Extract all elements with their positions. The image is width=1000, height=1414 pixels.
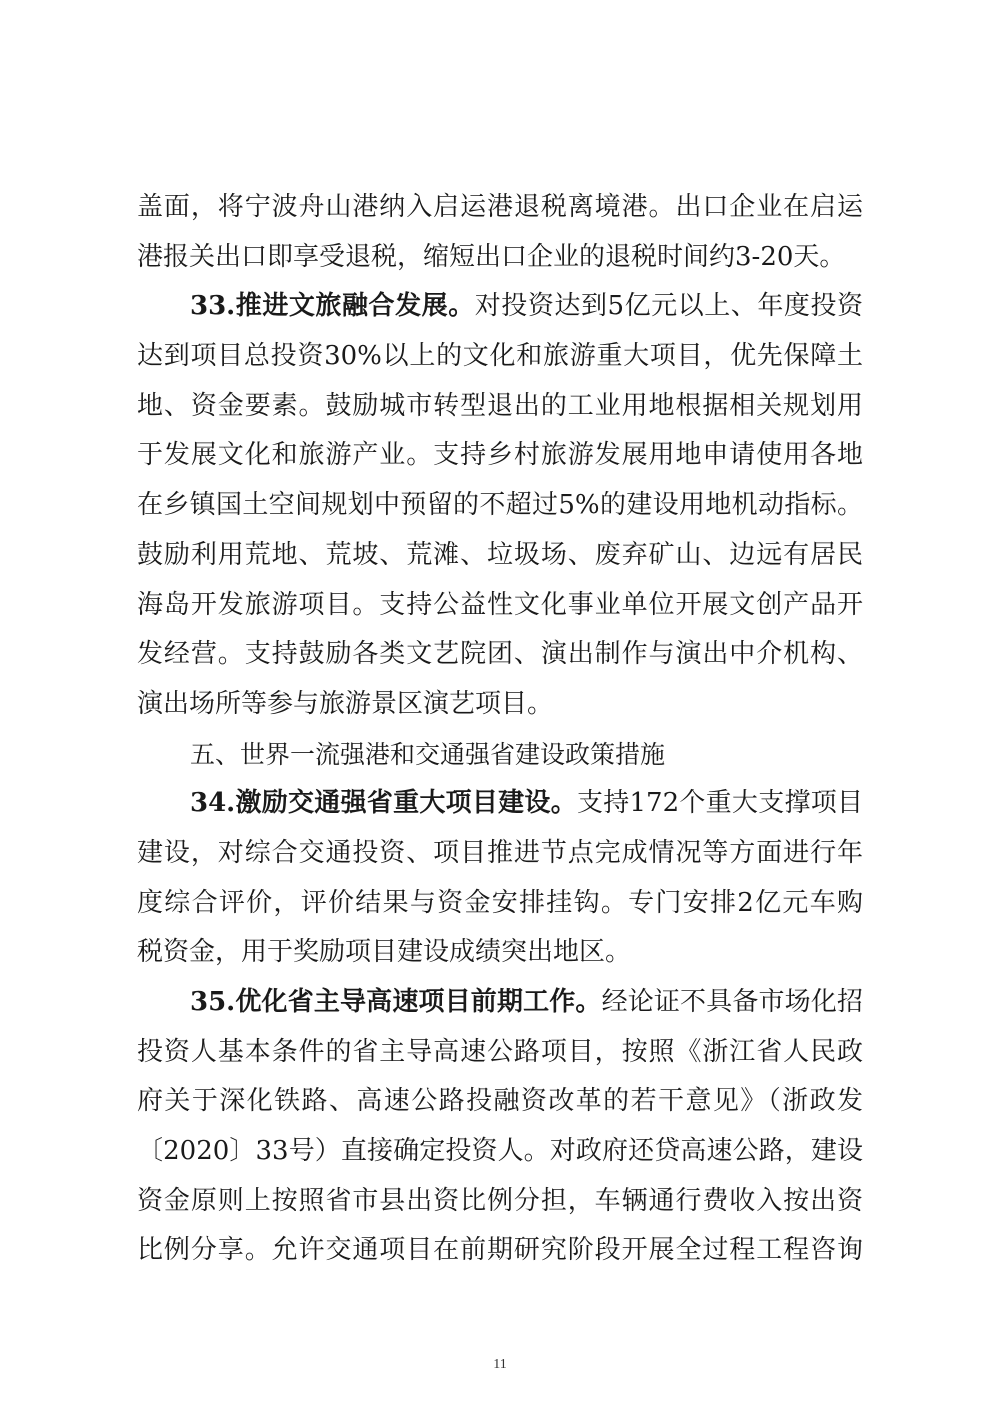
item-34-title: 34.激励交通强省重大项目建设。 [190, 788, 577, 819]
body-text [137, 183, 863, 1276]
item-35-line [137, 978, 863, 1028]
text-line: 府关于深化铁路、高速公路投融资改革的若干意见》（浙政发 [137, 1086, 863, 1117]
item-34-line [137, 779, 863, 829]
text-line: 港报关出口即享受退税，缩短出口企业的退税时间约3-20天。 [137, 241, 846, 272]
item-33-title: 33.推进文旅融合发展。 [190, 291, 475, 322]
text-line: 达到项目总投资30%以上的文化和旅游重大项目，优先保障土 [137, 341, 863, 372]
text-line: 度综合评价，评价结果与资金安排挂钩。专门安排2亿元车购 [137, 887, 863, 918]
text-line: 演出场所等参与旅游景区演艺项目。 [137, 688, 554, 719]
text-line: 在乡镇国土空间规划中预留的不超过5%的建设用地机动指标。 [137, 490, 863, 521]
text-line: 地、资金要素。鼓励城市转型退出的工业用地根据相关规划用 [137, 390, 863, 421]
item-35-title: 35.优化省主导高速项目前期工作。 [190, 987, 602, 1017]
text-line: 资金原则上按照省市县出资比例分担，车辆通行费收入按出资 [137, 1185, 863, 1216]
item-33-text: 对投资达到5亿元以上、年度投资 [474, 291, 864, 322]
text-line: 海岛开发旅游项目。支持公益性文化事业单位开展文创产品开 [137, 589, 863, 620]
text-line: 盖面，将宁波舟山港纳入启运港退税离境港。出口企业在启运 [137, 192, 863, 222]
item-34-text: 支持172个重大支撑项目 [576, 788, 863, 819]
text-line: 于发展文化和旅游产业。支持乡村旅游发展用地申请使用各地 [137, 440, 863, 471]
text-line: 鼓励利用荒地、荒坡、荒滩、垃圾场、废弃矿山、边远有居民 [137, 539, 863, 570]
text-line: 投资人基本条件的省主导高速公路项目，按照《浙江省人民政 [137, 1036, 863, 1067]
item-33-line [137, 282, 863, 332]
text-line: 比例分享。允许交通项目在前期研究阶段开展全过程工程咨询 [137, 1235, 863, 1266]
page-number: 11 [493, 1357, 507, 1372]
text-line: 发经营。支持鼓励各类文艺院团、演出制作与演出中介机构、 [137, 639, 863, 670]
section-heading: 五、世界一流强港和交通强省建设政策措施 [190, 739, 666, 769]
text-line: 税资金，用于奖励项目建设成绩突出地区。 [137, 937, 632, 968]
item-35-text: 经论证不具备市场化招 [601, 987, 863, 1017]
text-line: 〔2020〕33号）直接确定投资人。对政府还贷高速公路，建设 [137, 1136, 863, 1167]
text-line: 建设，对综合交通投资、项目推进节点完成情况等方面进行年 [137, 837, 863, 868]
